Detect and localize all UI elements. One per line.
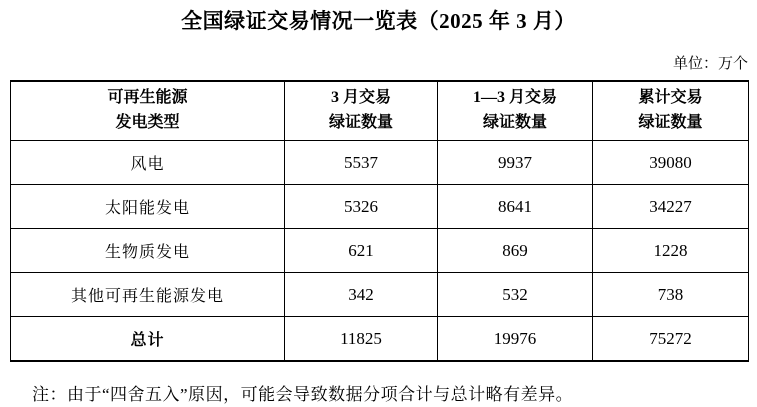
value-march: 5537	[285, 141, 438, 185]
table-row-biomass	[11, 229, 749, 273]
header-cumulative-volume	[593, 81, 749, 141]
header-line: 3 月交易	[330, 89, 391, 107]
value-cumulative: 34227	[593, 185, 749, 229]
header-line: 1—3 月交易	[472, 89, 557, 107]
page-title: 全国绿证交易情况一览表（2025 年 3 月）	[181, 9, 576, 33]
header-march-volume	[285, 81, 438, 141]
header-line: 发电类型	[115, 114, 180, 131]
unit-label: 单位：万个	[672, 56, 748, 72]
row-label: 太阳能发电	[11, 185, 285, 229]
header-jan-mar-volume	[438, 81, 593, 141]
value-jan-mar: 9937	[438, 141, 593, 185]
value-cumulative: 1228	[593, 229, 749, 273]
value-cumulative: 738	[593, 273, 749, 317]
header-line: 绿证数量	[638, 114, 703, 131]
value-cumulative: 39080	[593, 141, 749, 185]
row-label: 总计	[11, 317, 285, 362]
table-row-solar	[11, 185, 749, 229]
row-label: 其他可再生能源发电	[11, 273, 285, 317]
value-march: 342	[285, 273, 438, 317]
header-line: 绿证数量	[482, 114, 547, 131]
value-march: 11825	[285, 317, 438, 362]
value-jan-mar: 869	[438, 229, 593, 273]
header-energy-type	[11, 81, 285, 141]
green-cert-trading-table	[10, 80, 749, 362]
table-row-wind	[11, 141, 749, 185]
header-line: 累计交易	[638, 89, 703, 107]
table-row-other-renewables	[11, 273, 749, 317]
header-line: 可再生能源	[107, 89, 188, 107]
value-jan-mar: 8641	[438, 185, 593, 229]
row-label: 风电	[11, 141, 285, 185]
table-header-row	[11, 81, 749, 141]
row-label: 生物质发电	[11, 229, 285, 273]
rounding-note: 注：由于“四舍五入”原因，可能会导致数据分项合计与总计略有差异。	[32, 385, 574, 404]
value-jan-mar: 19976	[438, 317, 593, 362]
value-cumulative: 75272	[593, 317, 749, 362]
value-march: 621	[285, 229, 438, 273]
table-row-total	[11, 317, 749, 362]
header-line: 绿证数量	[328, 114, 393, 131]
value-jan-mar: 532	[438, 273, 593, 317]
value-march: 5326	[285, 185, 438, 229]
